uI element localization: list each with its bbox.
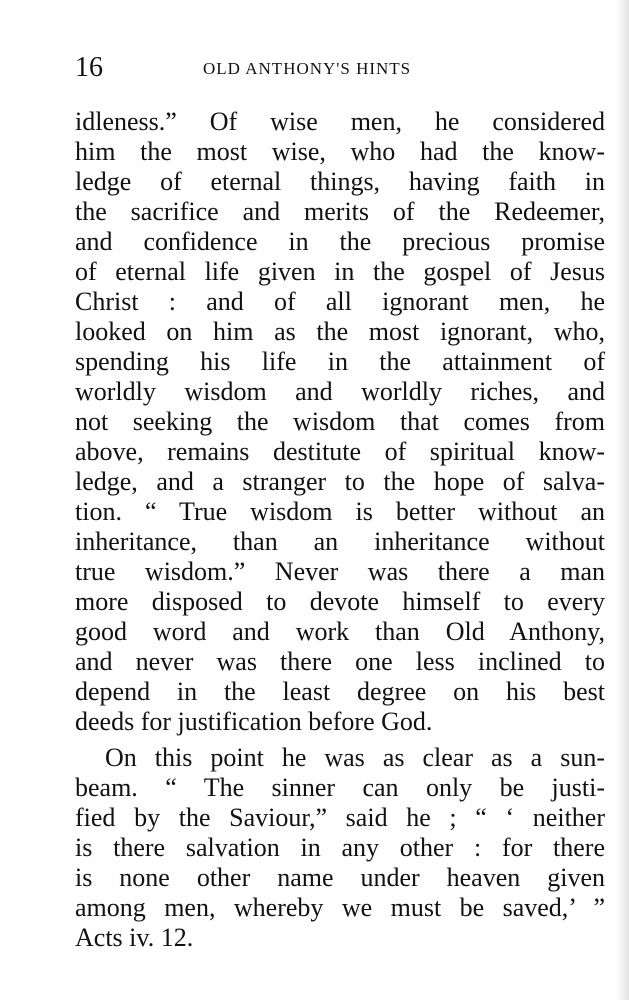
text-line: spending his life in the attainment of <box>75 347 605 376</box>
text-line: ledge, and a stranger to the hope of salva- <box>75 467 605 496</box>
text-line: good word and work than Old Anthony, <box>75 617 605 646</box>
text-line: and never was there one less inclined to <box>75 647 605 676</box>
text-line: and confidence in the precious promise <box>75 227 605 256</box>
text-line: is there salvation in any other : for there <box>75 833 605 862</box>
text-line: is none other name under heaven given <box>75 863 605 892</box>
text-line: ledge of eternal things, having faith in <box>75 167 605 196</box>
running-title: OLD ANTHONY'S HINTS <box>203 59 412 78</box>
text-line: tion. “ True wisdom is better without an <box>75 497 605 526</box>
scripture-reference: Acts iv. 12. <box>75 923 194 952</box>
running-head <box>75 50 605 86</box>
text-line: depend in the least degree on his best <box>75 677 605 706</box>
page-number: 16 <box>75 52 103 83</box>
text-line: above, remains destitute of spiritual know- <box>75 437 605 466</box>
paragraph-first-line: On this point he was as clear as a sun- <box>105 743 605 772</box>
text-line: beam. “ The sinner can only be justi- <box>75 773 605 802</box>
text-line: worldly wisdom and worldly riches, and <box>75 377 605 406</box>
text-line: deeds for justification before God. <box>75 707 433 736</box>
body-text <box>75 107 605 953</box>
text-line: true wisdom.” Never was there a man <box>75 557 605 586</box>
text-line: idleness.” Of wise men, he considered <box>75 107 605 136</box>
text-line: of eternal life given in the gospel of Jesus <box>75 257 605 286</box>
text-line: looked on him as the most ignorant, who, <box>75 317 605 346</box>
text-line: Christ : and of all ignorant men, he <box>75 287 605 316</box>
text-line: more disposed to devote himself to every <box>75 587 605 616</box>
text-line: him the most wise, who had the know- <box>75 137 605 166</box>
text-line: fied by the Saviour,” said he ; “ ‘ neither <box>75 803 605 832</box>
text-line: among men, whereby we must be saved,’ ” <box>75 893 605 922</box>
text-line: the sacrifice and merits of the Redeemer, <box>75 197 605 226</box>
page-edge-shadow <box>617 0 629 1000</box>
text-line: not seeking the wisdom that comes from <box>75 407 605 436</box>
text-line: inheritance, than an inheritance without <box>75 527 605 556</box>
